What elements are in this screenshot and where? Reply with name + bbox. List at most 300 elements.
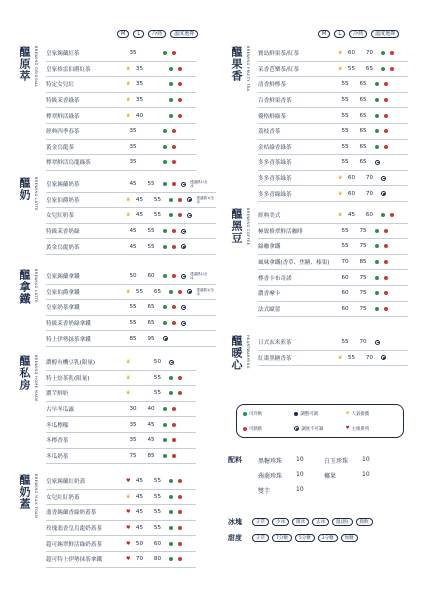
cold-dot-icon (375, 145, 379, 149)
addon-name: 雙芋 (258, 488, 271, 495)
menu-item[interactable] (46, 386, 196, 402)
menu-item[interactable] (258, 186, 408, 202)
menu-item[interactable] (46, 552, 196, 568)
menu-item[interactable] (46, 208, 216, 224)
cold-dot-icon (163, 274, 167, 278)
addon-row (258, 456, 370, 465)
size-m: M (117, 30, 129, 38)
item-name: 皇家錫蘭奶茶 (46, 182, 80, 189)
menu-item[interactable] (258, 93, 408, 109)
temp-icons (160, 321, 190, 326)
hot-dot-icon (172, 305, 176, 309)
no-adjust-icon (294, 426, 299, 431)
crown-icon: ♛ (345, 411, 350, 416)
item-note: 建議熱1/全冰 (190, 272, 208, 281)
item-name: 女兒紅奶茶 (46, 213, 74, 220)
legend-item: 可冷飲 (243, 409, 294, 418)
temp-icons (372, 291, 402, 295)
price-l: 55 (153, 196, 162, 203)
addon-price: 10 (296, 486, 304, 493)
temp-icons (372, 244, 402, 248)
crown-icon: ♛ (126, 288, 131, 295)
price-l: 55 (147, 181, 155, 188)
item-name: 百香鮮果香茶 (258, 98, 292, 105)
temp-icons (166, 360, 196, 365)
cold-dot-icon (169, 510, 173, 514)
price-l: 40 (147, 406, 155, 413)
cold-dot-icon (375, 98, 379, 102)
menu-item[interactable] (46, 521, 196, 537)
size-header-left (117, 30, 198, 39)
menu-item[interactable] (46, 93, 196, 109)
item-name: 皇家奶茶拿鐵 (46, 305, 80, 312)
size-l: L (133, 30, 144, 38)
heart-icon: ♥ (126, 509, 131, 516)
menu-item[interactable] (46, 239, 216, 255)
menu-section (16, 177, 216, 255)
price-m: 45 (135, 493, 144, 500)
ice-option[interactable]: 熱飲 (356, 518, 373, 526)
sugar-option[interactable]: 5分糖 (295, 534, 315, 542)
price-l: 50 (153, 359, 162, 366)
addon-price: 10 (362, 456, 370, 463)
temp-icons (372, 98, 402, 102)
temp-icons (372, 307, 402, 311)
temp-icons (378, 213, 408, 217)
menu-item[interactable] (258, 335, 408, 351)
price-m: 35 (135, 65, 144, 72)
menu-item[interactable] (46, 140, 196, 156)
no-adjust-icon (181, 321, 186, 326)
temp-icons (378, 191, 408, 196)
size-header-right (318, 30, 399, 39)
temp-icons (160, 454, 190, 458)
cold-dot-icon (375, 276, 379, 280)
cold-dot-icon (375, 114, 379, 118)
item-name: 古早冬瓜露 (46, 407, 74, 414)
ice-option[interactable]: 正常 (252, 518, 269, 526)
menu-item[interactable] (258, 62, 408, 78)
menu-item[interactable] (258, 140, 408, 156)
item-name: 皇家伯爵奶茶 (46, 197, 80, 204)
temp-icons (166, 542, 196, 546)
price-m: 60 (341, 305, 349, 312)
cold-dot-icon (163, 454, 167, 458)
cold-dot-icon (375, 129, 379, 133)
price-l: 65 (359, 81, 367, 88)
cold-dot-icon (375, 244, 379, 248)
section-rows (46, 355, 196, 464)
item-name: 寶島鮮果茶/紅茶 (258, 51, 300, 58)
price-m: 70 (135, 556, 144, 563)
cold-dot-icon (169, 198, 173, 202)
hot-dot-icon (172, 129, 176, 133)
cold-dot-icon (163, 245, 167, 249)
section-subtitle: BREWING MILK FOAM (34, 474, 38, 519)
ice-option[interactable]: 微冰 (292, 518, 309, 526)
addon-price: 10 (362, 471, 370, 478)
hot-dot-icon (172, 423, 176, 427)
temp-icons (160, 274, 190, 279)
cold-dot-icon (243, 412, 247, 416)
price-l: 65 (359, 97, 367, 104)
hot-dot-icon (178, 542, 182, 546)
price-m: 55 (129, 320, 137, 327)
hot-dot-icon (178, 82, 182, 86)
section-title: 醞原萃 (18, 46, 31, 82)
price-l: 55 (147, 243, 155, 250)
temp-icons (166, 98, 196, 102)
section-subtitle: BREWING LATTE (34, 269, 38, 303)
menu-item[interactable] (46, 355, 196, 371)
menu-section (16, 355, 196, 464)
price-m: 55 (347, 354, 356, 361)
menu-item[interactable] (258, 302, 408, 318)
price-m: 45 (135, 478, 144, 485)
hot-dot-icon (178, 98, 182, 102)
price-m: 55 (341, 339, 349, 346)
menu-item[interactable] (258, 171, 408, 187)
section-subtitle: BREWING COFFEE (246, 208, 250, 246)
legend-item: 可熱飲 (243, 424, 294, 433)
crown-icon: ♛ (338, 65, 343, 72)
legend-item: 調度不可調 (294, 424, 345, 433)
hot-dot-icon (384, 244, 388, 248)
cold-dot-icon (169, 479, 173, 483)
hot-dot-icon (384, 114, 388, 118)
crown-icon: ♛ (126, 196, 131, 203)
price-l: 75 (359, 305, 367, 312)
section-title: 醞私房 (18, 355, 31, 391)
menu-item[interactable] (46, 193, 216, 209)
no-adjust-icon (181, 182, 186, 187)
item-name: 冬瓜檸檬 (46, 422, 69, 429)
price-l: 75 (359, 274, 367, 281)
menu-item[interactable] (46, 285, 216, 301)
section-title: 醞奶蓋 (18, 474, 31, 510)
price-l: 75 (359, 227, 367, 234)
menu-item[interactable] (46, 331, 216, 347)
price-m: 60 (341, 290, 349, 297)
menu-item[interactable] (258, 208, 408, 224)
hot-dot-icon (172, 182, 176, 186)
price-m: 45 (135, 509, 144, 516)
section-rows (258, 46, 408, 202)
no-adjust-icon (375, 340, 380, 345)
menu-item[interactable] (258, 255, 408, 271)
no-adjust-icon (181, 274, 186, 279)
hot-dot-icon (178, 67, 182, 71)
menu-item[interactable] (46, 177, 216, 193)
price-m: 50 (135, 540, 144, 547)
menu-item[interactable] (258, 224, 408, 240)
temp-icons (160, 244, 190, 249)
hot-dot-icon (178, 114, 182, 118)
cold-dot-icon (163, 305, 167, 309)
cold-dot-icon (163, 160, 167, 164)
price-m: 45 (135, 196, 144, 203)
menu-item[interactable] (258, 108, 408, 124)
cold-dot-icon (163, 145, 167, 149)
no-adjust-icon (381, 176, 386, 181)
no-adjust-icon (169, 360, 174, 365)
menu-item[interactable] (46, 536, 196, 552)
no-adjust-icon (381, 355, 386, 360)
hot-dot-icon (172, 454, 176, 458)
temp-icons (166, 510, 196, 514)
hot-dot-icon (384, 276, 388, 280)
section-title: 醞奶 (18, 177, 31, 201)
item-name: 特級茉香奶綠拿鐵 (46, 321, 91, 328)
menu-item[interactable] (258, 155, 408, 171)
price-l: 60 (147, 273, 155, 280)
price-m: 35 (129, 128, 137, 135)
price-l: 60 (365, 212, 374, 219)
price-l: 75 (359, 290, 367, 297)
cold-dot-icon (169, 542, 173, 546)
menu-item[interactable] (46, 108, 196, 124)
item-name: 冬檸香茶 (46, 438, 69, 445)
section-rows (46, 177, 216, 255)
cold-dot-icon (169, 82, 173, 86)
hot-dot-icon (384, 145, 388, 149)
sugar-option[interactable]: 7分糖 (272, 534, 292, 542)
hot-dot-icon (178, 391, 182, 395)
temp-icons (372, 260, 402, 264)
hot-dot-icon (384, 307, 388, 311)
cold-dot-icon (169, 290, 173, 294)
hot-dot-icon (172, 51, 176, 55)
cold-dot-icon (169, 495, 173, 499)
item-name: 黃金烏龍茶 (46, 144, 74, 151)
hot-dot-icon (384, 291, 388, 295)
price-m: 55 (341, 227, 349, 234)
menu-item[interactable] (46, 46, 196, 62)
price-m: 55 (341, 143, 349, 150)
menu-item[interactable] (46, 300, 216, 316)
cold-dot-icon (163, 129, 167, 133)
addon-price: 10 (296, 456, 304, 463)
price-l: 80 (153, 556, 162, 563)
legend-item: ♥ 主推系列 (345, 426, 370, 432)
crown-icon: ♛ (338, 50, 343, 57)
cold-dot-icon (163, 407, 167, 411)
sugar-option[interactable]: 無糖 (341, 534, 358, 542)
cold-dot-icon (169, 391, 173, 395)
no-adjust-icon (163, 336, 168, 341)
menu-item[interactable] (46, 316, 216, 332)
price-m: 45 (135, 212, 144, 219)
crown-icon: ♛ (126, 81, 131, 88)
menu-item[interactable] (46, 269, 216, 285)
menu-item[interactable] (46, 62, 196, 78)
ice-option[interactable]: 少冰 (272, 518, 289, 526)
price-m: 55 (129, 304, 137, 311)
menu-item[interactable] (46, 449, 196, 465)
item-name: 濃香摩卡 (258, 291, 281, 298)
price-l: 70 (365, 190, 374, 197)
temp-icons (166, 114, 196, 118)
price-l: 55 (153, 390, 162, 397)
item-name: 黃金烏龍奶茶 (46, 244, 80, 251)
hot-dot-icon (172, 160, 176, 164)
no-adjust-icon (381, 191, 386, 196)
item-name: 檸翠鮮活綠茶 (46, 113, 80, 120)
item-name: 經典四季春茶 (46, 129, 80, 136)
menu-item[interactable] (46, 433, 196, 449)
price-m: 45 (129, 181, 137, 188)
temp-col: 冷熱 (148, 30, 166, 38)
price-m: 55 (341, 112, 349, 119)
menu-item[interactable] (46, 155, 196, 171)
price-m: 60 (347, 175, 356, 182)
cold-dot-icon (375, 229, 379, 233)
menu-item[interactable] (46, 371, 196, 387)
section-subtitle: BREWING FRUITY TEA (246, 46, 250, 92)
temp-icons (372, 340, 402, 345)
cold-dot-icon (375, 307, 379, 311)
menu-item[interactable] (258, 286, 408, 302)
cold-dot-icon (163, 423, 167, 427)
cold-dot-icon (381, 67, 385, 71)
item-name: 皇家錫蘭紅茶 (46, 51, 80, 58)
temp-icons (160, 182, 190, 187)
sugar-option[interactable]: 3分糖 (318, 534, 338, 542)
menu-item[interactable] (46, 124, 196, 140)
menu-item[interactable] (46, 417, 196, 433)
addons-label: 配料 (228, 456, 242, 464)
price-m: 55 (341, 159, 349, 166)
legend (236, 404, 404, 438)
legend-item: 調整可調 (294, 409, 345, 418)
sugar-option[interactable]: 正常 (252, 534, 269, 542)
cold-dot-icon (169, 213, 173, 217)
section-subtitle: HEARTWARMING (246, 335, 250, 369)
cold-dot-icon (169, 526, 173, 530)
item-name: 玫瑰翡香皇烏龍奶蓋茶 (46, 526, 102, 533)
menu-item[interactable] (46, 474, 196, 490)
temp-icons (372, 114, 402, 118)
temp-icons (166, 391, 196, 395)
price-l: 85 (147, 452, 155, 459)
price-m: 35 (129, 159, 137, 166)
price-l: 55 (153, 493, 162, 500)
price-m: 45 (129, 228, 137, 235)
hot-dot-icon (384, 260, 388, 264)
addon-row (258, 486, 304, 495)
temp-icons (160, 407, 190, 411)
cold-dot-icon (163, 182, 167, 186)
section-subtitle: BREWING LATTE (34, 177, 38, 211)
menu-item[interactable] (258, 351, 408, 367)
hot-dot-icon (390, 213, 394, 217)
cold-dot-icon (163, 229, 167, 233)
hot-dot-icon (172, 274, 176, 278)
crown-icon: ♛ (126, 374, 131, 381)
crown-icon: ♛ (338, 190, 343, 197)
temp-icons (378, 67, 408, 71)
item-name: 日式玄米煎茶 (258, 340, 292, 347)
price-m: 55 (341, 97, 349, 104)
temp-icons (160, 145, 190, 149)
ice-option[interactable]: 去冰 (312, 518, 329, 526)
addon-price: 10 (296, 471, 304, 478)
temp-icons (166, 479, 196, 483)
menu-item[interactable] (46, 402, 196, 418)
price-l: 55 (153, 212, 162, 219)
price-m: 55 (347, 65, 356, 72)
item-name: 法式歐蕾 (258, 306, 281, 313)
menu-item[interactable] (258, 124, 408, 140)
temp-icons (160, 423, 190, 427)
price-l: 70 (365, 175, 374, 182)
menu-item[interactable] (46, 77, 196, 93)
hot-dot-icon (178, 510, 182, 514)
price-l: 55 (153, 525, 162, 532)
menu-item[interactable] (258, 239, 408, 255)
item-name: 特上伊勢抹茶拿鐵 (46, 336, 91, 343)
item-name: 特定女兒紅 (46, 82, 74, 89)
cold-dot-icon (169, 98, 173, 102)
section-rows (46, 269, 216, 347)
item-name: 優格鮮綠茶 (258, 113, 286, 120)
hot-dot-icon (178, 495, 182, 499)
ice-options (252, 518, 373, 526)
temp-icons (166, 213, 196, 218)
section-subtitle: BREWING HOME MADE (34, 355, 38, 402)
hot-dot-icon (178, 290, 182, 294)
temp-icons (166, 495, 196, 499)
item-name: 經典美式 (258, 213, 281, 220)
temp-icons (372, 276, 402, 280)
item-note: 建議熱1/全冰 (196, 195, 214, 204)
item-name: 超可錫翠鮮活綠奶蓋茶 (46, 541, 102, 548)
hot-dot-icon (384, 229, 388, 233)
item-name: 皇家伯爵拿鐵 (46, 289, 80, 296)
temp-icons (160, 129, 190, 133)
crown-icon: ♛ (126, 112, 131, 119)
menu-item[interactable] (46, 490, 196, 506)
menu-item[interactable] (258, 46, 408, 62)
price-l: 55 (147, 228, 155, 235)
menu-section (16, 474, 196, 568)
menu-item[interactable] (258, 77, 408, 93)
menu-item[interactable] (46, 505, 196, 521)
item-name: 濃芋鮮奶 (46, 391, 69, 398)
hot-dot-icon (178, 376, 182, 380)
item-name: 超可特上伊勢抹茶拿鐵 (46, 557, 102, 564)
price-l: 70 (365, 50, 374, 57)
price-m: 55 (341, 243, 349, 250)
price-l: 75 (359, 243, 367, 250)
hot-dot-icon (178, 213, 182, 217)
ice-option[interactable]: 溫(熱) (332, 518, 353, 526)
size-m: M (318, 30, 330, 38)
item-name: 特上焙茶乳(限量) (46, 375, 90, 382)
temp-icons (372, 160, 402, 165)
cold-dot-icon (375, 260, 379, 264)
cold-dot-icon (375, 291, 379, 295)
cold-dot-icon (169, 114, 173, 118)
hot-dot-icon (390, 67, 394, 71)
temp-icons (160, 336, 190, 341)
item-name: 荔枝香茶 (258, 129, 281, 136)
section-title: 醞黑豆 (230, 208, 243, 244)
menu-item[interactable] (258, 270, 408, 286)
hot-dot-icon (172, 438, 176, 442)
menu-item[interactable] (46, 224, 216, 240)
hot-dot-icon (172, 229, 176, 233)
